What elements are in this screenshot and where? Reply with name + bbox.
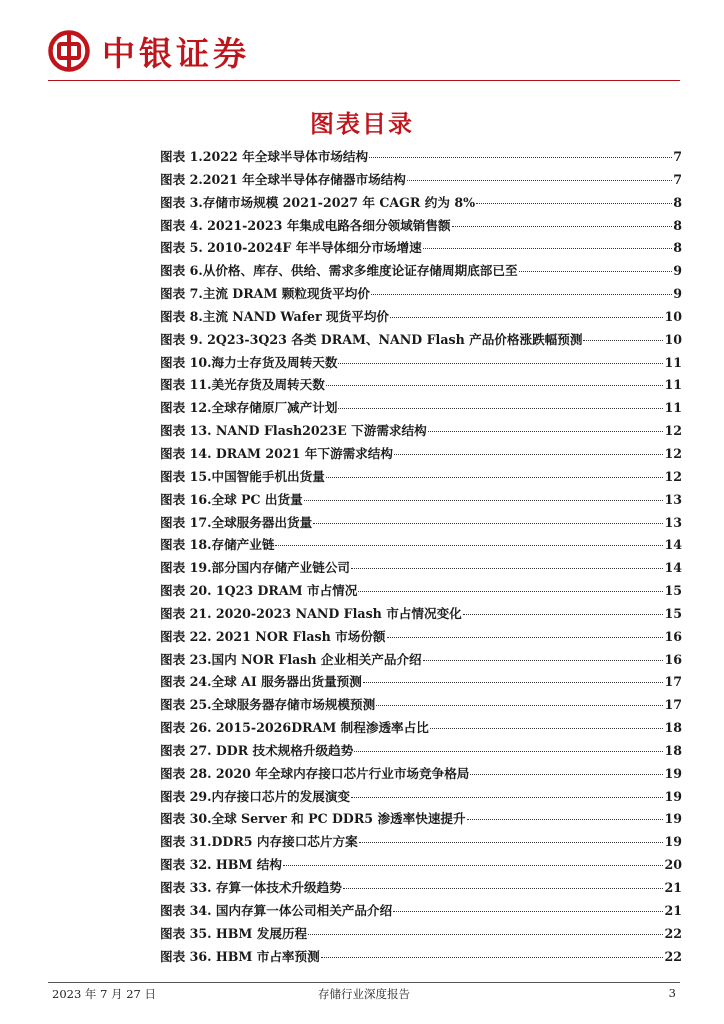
toc-entry-page: 17 [664,674,682,690]
toc-entry[interactable] [160,717,682,740]
toc-entry[interactable] [160,466,682,489]
toc-dot-leader [467,809,664,820]
toc-entry-title: 图表 18.存储产业链 [160,537,275,553]
toc-entry-page: 7 [673,171,682,187]
toc-entry-title: 图表 23.国内 NOR Flash 企业相关产品介绍 [160,651,422,667]
toc-dot-leader [308,924,663,935]
toc-dot-leader [463,604,664,615]
footer-divider [48,982,680,983]
toc-entry-title: 图表 15.中国智能手机出货量 [160,468,325,484]
toc-entry-page: 11 [664,400,682,416]
toc-entry-title: 图表 9. 2Q23-3Q23 各类 DRAM、NAND Flash 产品价格涨跌幅预测 [160,331,583,347]
toc-entry[interactable] [160,626,682,649]
toc-entry[interactable] [160,192,682,215]
toc-dot-leader [359,832,664,843]
toc-entry-title: 图表 14. DRAM 2021 年下游需求结构 [160,445,393,461]
toc-entry-title: 图表 12.全球存储原厂减产计划 [160,400,338,416]
toc-dot-leader [371,284,672,295]
toc-dot-leader [354,741,663,752]
toc-entry[interactable] [160,786,682,809]
toc-entry[interactable] [160,512,682,535]
toc-entry[interactable] [160,534,682,557]
toc-dot-leader [428,421,664,432]
toc-dot-leader [369,147,672,158]
toc-entry-page: 9 [673,286,682,302]
toc-entry-title: 图表 10.海力士存货及周转天数 [160,354,338,370]
toc-entry-page: 8 [673,240,682,256]
toc-entry-title: 图表 11.美光存货及周转天数 [160,377,325,393]
toc-entry[interactable] [160,146,682,169]
toc-entry[interactable] [160,443,682,466]
toc-dot-leader [358,581,663,592]
toc-entry-page: 10 [664,331,682,347]
toc-entry-title: 图表 2.2021 年全球半导体存储器市场结构 [160,171,406,187]
toc-dot-leader [338,398,663,409]
toc-entry-title: 图表 33. 存算一体技术升级趋势 [160,880,342,895]
toc-entry[interactable] [160,649,682,672]
toc-entry-title: 图表 22. 2021 NOR Flash 市场份额 [160,628,386,644]
toc-entry[interactable] [160,306,682,329]
toc-entry[interactable] [160,215,682,238]
toc-entry-title: 图表 28. 2020 年全球内存接口芯片行业市场竞争格局 [160,765,470,781]
toc-entry-page: 13 [664,514,682,530]
page-header [48,28,250,74]
toc-entry-page: 21 [664,902,682,918]
toc-entry-page: 13 [664,491,682,507]
toc-entry[interactable] [160,831,682,854]
toc-dot-leader [452,215,673,226]
header-divider [48,80,680,81]
toc-entry[interactable] [160,557,682,580]
toc-entry-page: 18 [664,742,682,758]
toc-entry[interactable] [160,169,682,192]
toc-entry-title: 图表 19.部分国内存储产业链公司 [160,560,351,576]
toc-dot-leader [430,718,664,729]
toc-entry-title: 图表 17.全球服务器出货量 [160,514,313,530]
toc-dot-leader [423,238,673,249]
toc-entry-title: 图表 8.主流 NAND Wafer 现货平均价 [160,308,390,324]
toc-entry[interactable] [160,420,682,443]
toc-entry[interactable] [160,854,682,877]
toc-entry-page: 16 [664,628,682,644]
bank-of-china-logo-icon [48,30,90,72]
toc-entry-title: 图表 3.存储市场规模 2021-2027 年 CAGR 约为 8% [160,194,476,210]
footer-date: 2023 年 7 月 27 日 [52,987,156,1001]
toc-entry-title: 图表 1.2022 年全球半导体市场结构 [160,149,369,164]
toc-entry[interactable] [160,671,682,694]
toc-entry-page: 19 [664,811,682,827]
toc-entry[interactable] [160,237,682,260]
table-of-figures [160,146,682,968]
toc-entry-page: 20 [664,857,682,873]
toc-entry-title: 图表 24.全球 AI 服务器出货量预测 [160,674,362,690]
toc-dot-leader [407,170,672,181]
toc-entry[interactable] [160,946,682,969]
toc-dot-leader [583,330,663,341]
toc-entry-title: 图表 35. HBM 发展历程 [160,925,308,941]
toc-entry-page: 15 [664,605,682,621]
toc-entry-title: 图表 13. NAND Flash2023E 下游需求结构 [160,423,427,439]
toc-entry-title: 图表 5. 2010-2024F 年半导体细分市场增速 [160,240,422,256]
toc-dot-leader [351,558,663,569]
toc-dot-leader [343,878,664,889]
toc-entry[interactable] [160,489,682,512]
toc-dot-leader [351,787,663,798]
toc-dot-leader [476,193,672,204]
toc-dot-leader [326,467,664,478]
toc-entry-page: 14 [664,560,682,576]
toc-entry[interactable] [160,580,682,603]
toc-dot-leader [313,512,663,523]
toc-dot-leader [470,764,663,775]
toc-entry-page: 19 [664,765,682,781]
toc-entry-title: 图表 29.内存接口芯片的发展演变 [160,788,351,804]
toc-entry-page: 10 [664,308,682,324]
toc-entry[interactable] [160,923,682,946]
toc-entry[interactable] [160,397,682,420]
toc-dot-leader [387,627,664,638]
toc-entry-page: 19 [664,834,682,850]
toc-entry-page: 12 [664,445,682,461]
toc-entry-page: 22 [664,948,682,964]
toc-dot-leader [390,307,663,318]
toc-entry-title: 图表 30.全球 Server 和 PC DDR5 渗透率快速提升 [160,811,466,827]
toc-entry-page: 9 [673,263,682,279]
toc-entry-title: 图表 21. 2020-2023 NAND Flash 市占情况变化 [160,605,462,621]
toc-entry-title: 图表 34. 国内存算一体公司相关产品介绍 [160,902,393,918]
toc-entry-title: 图表 36. HBM 市占率预测 [160,948,320,964]
toc-dot-leader [304,490,664,501]
page-title: 图表目录 [310,109,414,138]
toc-entry[interactable] [160,260,682,283]
toc-dot-leader [519,261,673,272]
toc-entry-page: 12 [664,468,682,484]
toc-entry-page: 22 [664,925,682,941]
toc-dot-leader [283,855,664,866]
footer-report-name: 存储行业深度报告 [318,987,410,1001]
toc-entry-title: 图表 27. DDR 技术规格升级趋势 [160,742,354,758]
toc-entry-page: 7 [673,149,682,164]
toc-entry-page: 21 [664,880,682,895]
toc-entry[interactable] [160,374,682,397]
toc-entry-title: 图表 26. 2015-2026DRAM 制程渗透率占比 [160,720,429,736]
toc-entry-title: 图表 4. 2021-2023 年集成电路各细分领域销售额 [160,217,451,233]
toc-entry[interactable] [160,694,682,717]
toc-entry-title: 图表 32. HBM 结构 [160,857,282,873]
toc-entry-page: 11 [664,377,682,393]
toc-entry-page: 19 [664,788,682,804]
toc-entry-title: 图表 16.全球 PC 出货量 [160,491,303,507]
toc-entry-title: 图表 31.DDR5 内存接口芯片方案 [160,834,358,850]
toc-entry-title: 图表 6.从价格、库存、供给、需求多维度论证存储周期底部已至 [160,263,518,279]
toc-dot-leader [363,672,664,683]
footer-page-number: 3 [668,986,676,1000]
toc-entry-page: 16 [664,651,682,667]
toc-entry[interactable] [160,740,682,763]
brand-name: 中银证券 [102,33,250,73]
toc-entry[interactable] [160,352,682,375]
toc-entry[interactable] [160,808,682,831]
toc-entry-title: 图表 7.主流 DRAM 颗粒现货平均价 [160,286,370,302]
toc-entry[interactable] [160,900,682,923]
toc-dot-leader [275,535,663,546]
toc-dot-leader [321,946,664,957]
toc-entry[interactable] [160,283,682,306]
toc-entry-page: 17 [664,697,682,713]
toc-entry-page: 11 [664,354,682,370]
toc-entry-page: 14 [664,537,682,553]
toc-entry-page: 12 [664,423,682,439]
toc-entry-page: 15 [664,583,682,599]
toc-dot-leader [326,375,664,386]
toc-entry[interactable] [160,603,682,626]
toc-dot-leader [423,649,664,660]
toc-dot-leader [394,444,664,455]
toc-dot-leader [338,353,663,364]
toc-entry[interactable] [160,329,682,352]
toc-entry-title: 图表 25.全球服务器存储市场规模预测 [160,697,376,713]
toc-entry-page: 8 [673,194,682,210]
toc-entry[interactable] [160,877,682,900]
toc-entry-page: 18 [664,720,682,736]
toc-entry-title: 图表 20. 1Q23 DRAM 市占情况 [160,583,358,599]
toc-dot-leader [376,695,663,706]
toc-entry-page: 8 [673,217,682,233]
toc-entry[interactable] [160,763,682,786]
toc-dot-leader [393,901,663,912]
